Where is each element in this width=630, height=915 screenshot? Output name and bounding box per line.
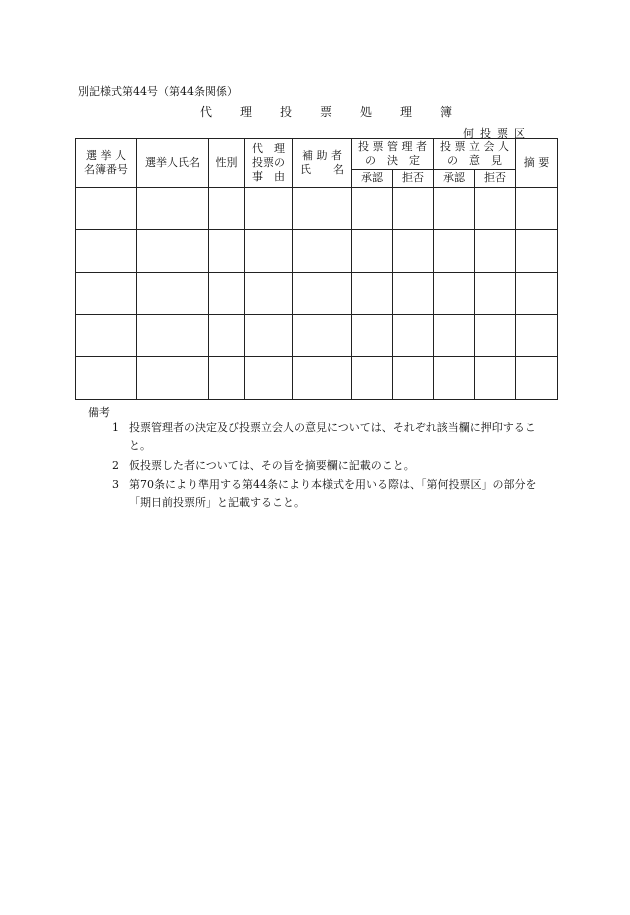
cell[interactable] — [393, 315, 434, 357]
cell[interactable] — [76, 187, 137, 229]
header-proxy-reason: 代 理 投票の 事 由 — [245, 139, 293, 188]
form-label: 別記様式第44号（第44条関係） — [78, 85, 238, 98]
cell[interactable] — [245, 187, 293, 229]
cell[interactable] — [209, 357, 245, 400]
header-manager-approve: 承認 — [352, 170, 393, 187]
cell[interactable] — [76, 272, 137, 314]
cell[interactable] — [293, 315, 352, 357]
cell[interactable] — [209, 272, 245, 314]
title-char: 理 — [400, 105, 413, 119]
cell[interactable] — [516, 272, 558, 314]
title-char: 代 — [200, 105, 213, 119]
cell[interactable] — [352, 315, 393, 357]
cell[interactable] — [137, 230, 209, 272]
remarks-note: 2 仮投票した者については、その旨を摘要欄に記載のこと。 — [112, 459, 415, 472]
cell[interactable] — [475, 357, 516, 400]
table-row — [76, 357, 558, 400]
cell[interactable] — [352, 272, 393, 314]
cell[interactable] — [516, 357, 558, 400]
title-char: 簿 — [440, 105, 453, 119]
cell[interactable] — [393, 357, 434, 400]
header-voter-number: 選 挙 人 名簿番号 — [76, 139, 137, 188]
header-manager-decision: 投 票 管 理 者 の 決 定 — [352, 139, 434, 170]
cell[interactable] — [293, 230, 352, 272]
cell[interactable] — [352, 187, 393, 229]
table-row — [76, 272, 558, 314]
title-char: 処 — [360, 105, 373, 119]
cell[interactable] — [393, 230, 434, 272]
cell[interactable] — [434, 187, 475, 229]
cell[interactable] — [475, 230, 516, 272]
cell[interactable] — [245, 357, 293, 400]
cell[interactable] — [209, 315, 245, 357]
cell[interactable] — [393, 187, 434, 229]
header-witness-opinion: 投 票 立 会 人 の 意 見 — [434, 139, 516, 170]
cell[interactable] — [293, 187, 352, 229]
cell[interactable] — [137, 272, 209, 314]
table-row — [76, 230, 558, 272]
cell[interactable] — [475, 315, 516, 357]
title-char: 投 — [280, 105, 293, 119]
cell[interactable] — [434, 272, 475, 314]
cell[interactable] — [209, 187, 245, 229]
title-char: 理 — [240, 105, 253, 119]
cell[interactable] — [516, 187, 558, 229]
table-row — [76, 315, 558, 357]
cell[interactable] — [137, 315, 209, 357]
cell[interactable] — [137, 187, 209, 229]
cell[interactable] — [393, 272, 434, 314]
cell[interactable] — [516, 315, 558, 357]
cell[interactable] — [245, 272, 293, 314]
remarks-heading: 備考 — [88, 406, 110, 419]
header-gender: 性別 — [209, 139, 245, 188]
cell[interactable] — [137, 357, 209, 400]
cell[interactable] — [293, 357, 352, 400]
header-voter-name: 選挙人氏名 — [137, 139, 209, 188]
cell[interactable] — [352, 357, 393, 400]
cell[interactable] — [245, 230, 293, 272]
cell[interactable] — [475, 187, 516, 229]
cell[interactable] — [434, 230, 475, 272]
cell[interactable] — [209, 230, 245, 272]
header-assistant-name: 補 助 者 氏 名 — [293, 139, 352, 188]
cell[interactable] — [245, 315, 293, 357]
proxy-vote-register-table — [75, 138, 558, 400]
title-char: 票 — [320, 105, 333, 119]
document-title — [200, 103, 480, 120]
header-witness-reject: 拒否 — [475, 170, 516, 187]
cell[interactable] — [293, 272, 352, 314]
cell[interactable] — [434, 357, 475, 400]
cell[interactable] — [76, 357, 137, 400]
table-row — [76, 187, 558, 229]
cell[interactable] — [516, 230, 558, 272]
header-manager-reject: 拒否 — [393, 170, 434, 187]
remarks-note: 1 投票管理者の決定及び投票立会人の意見については、それぞれ該当欄に押印すること。 — [112, 421, 536, 452]
district-label: 何投票区 — [463, 127, 531, 140]
cell[interactable] — [434, 315, 475, 357]
cell[interactable] — [352, 230, 393, 272]
remarks-note: 3 第70条により準用する第44条により本様式を用いる際は、「第何投票区」の部分を「期日前投票所」と記載すること。 — [112, 478, 537, 509]
header-remarks: 摘 要 — [516, 139, 558, 188]
cell[interactable] — [475, 272, 516, 314]
cell[interactable] — [76, 315, 137, 357]
cell[interactable] — [76, 230, 137, 272]
header-witness-approve: 承認 — [434, 170, 475, 187]
